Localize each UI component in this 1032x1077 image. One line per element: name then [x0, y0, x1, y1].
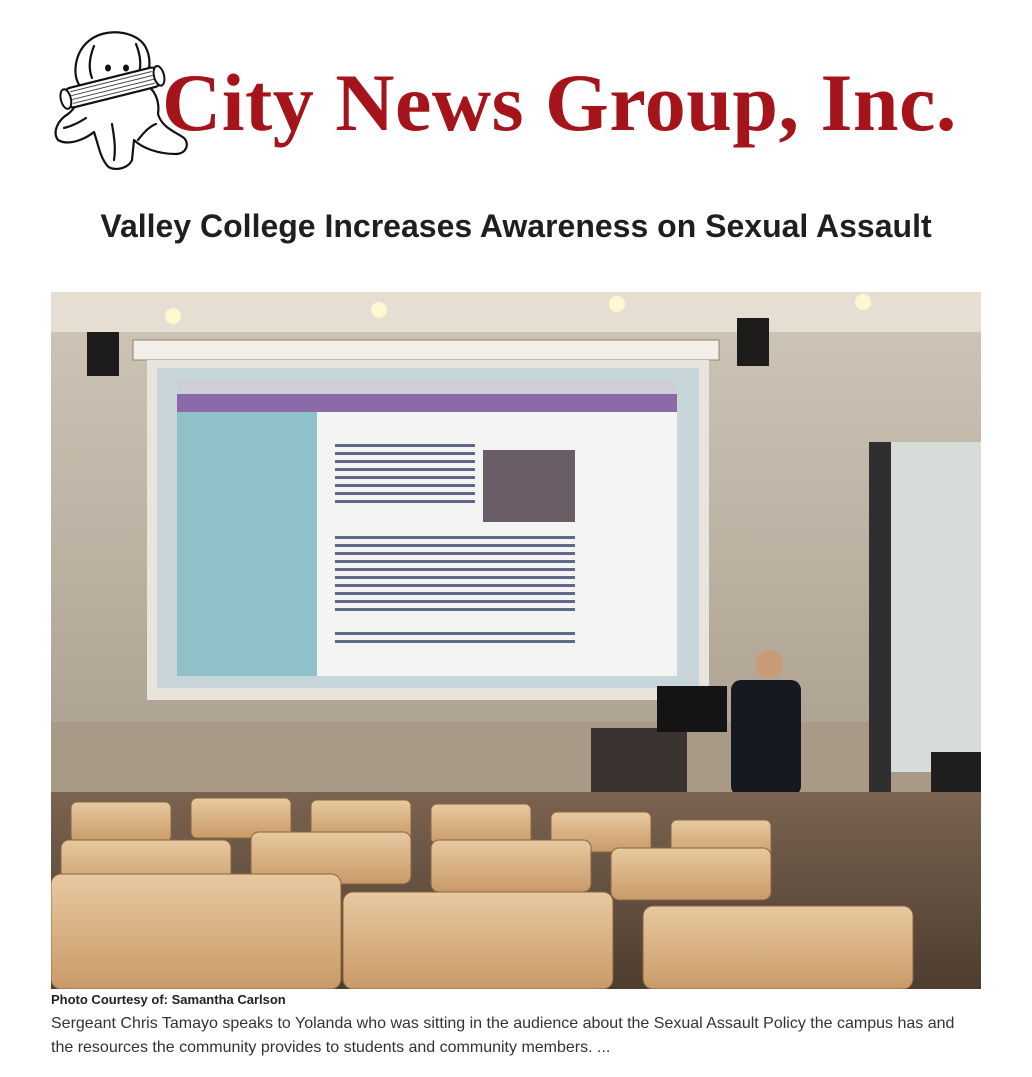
article-title: Valley College Increases Awareness on Sexual Assault — [100, 208, 932, 244]
photo-caption: Sergeant Chris Tamayo speaks to Yolanda who was sitting in the audience about the Sexual Assault Policy the campus has and the resources the community provides to students and community members. ... — [51, 1015, 955, 1056]
brand-name: City News Group, Inc. — [162, 57, 957, 148]
photo-credit: Photo Courtesy of: Samantha Carlson — [51, 992, 286, 1007]
article-photo — [51, 292, 981, 989]
masthead — [50, 28, 980, 178]
